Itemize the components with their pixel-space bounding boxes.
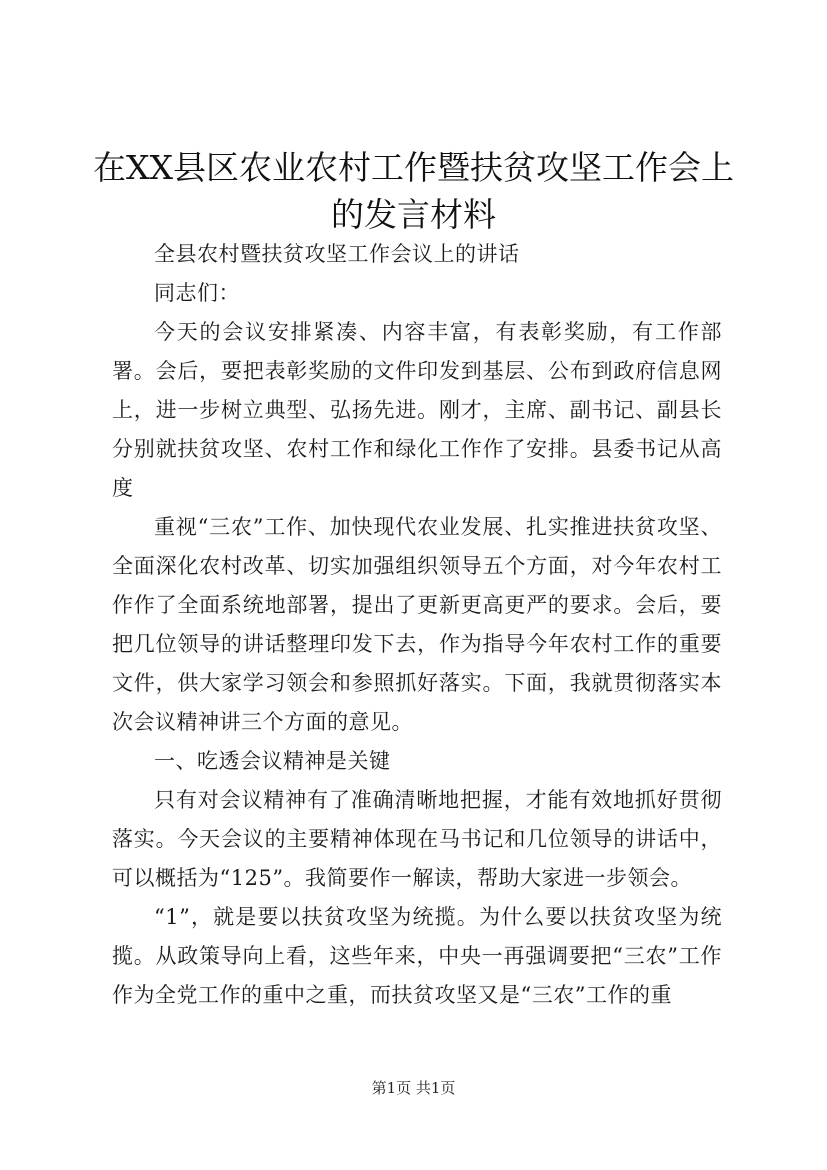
document-body xyxy=(112,235,722,1015)
document-title-line-1: 在XX县区农业农村工作暨扶贫攻坚工作会上 xyxy=(93,148,734,187)
speech-subtitle: 全县农村暨扶贫攻坚工作会议上的讲话 xyxy=(154,242,520,266)
body-paragraph: 只有对会议精神有了准确清晰地把握，才能有效地抓好贯彻落实。今天会议的主要精神体现在马书记和几位领导的讲话中，可以概括为“125”。我简要作一解读，帮助大家进一步领会。 xyxy=(112,788,722,890)
page-footer: 第1页 共1页 xyxy=(371,1079,456,1097)
document-title-line-2: 的发言材料 xyxy=(331,195,496,234)
body-paragraph: “1”，就是要以扶贫攻坚为统揽。为什么要以扶贫攻坚为统揽。从政策导向上看，这些年来，中央一再强调要把“三农”工作作为全党工作的重中之重，而扶贫攻坚又是“三农”工作的重 xyxy=(112,905,722,1007)
body-paragraph: 重视“三农”工作、加快现代农业发展、扎实推进扶贫攻坚、全面深化农村改革、切实加强组织领导五个方面，对今年农村工作作了全面系统地部署，提出了更新更高更严的要求。会后，要把几位领导的讲话整理印发下去，作为指导今年农村工作的重要文件，供大家学习领会和参照抓好落实。下面，我就贯彻落实本次会议精神讲三个方面的意见。 xyxy=(112,515,722,734)
salutation: 同志们： xyxy=(154,281,240,305)
section-heading: 一、吃透会议精神是关键 xyxy=(154,749,391,773)
body-paragraph: 今天的会议安排紧凑、内容丰富，有表彰奖励，有工作部署。会后，要把表彰奖励的文件印发到基层、公布到政府信息网上，进一步树立典型、弘扬先进。刚才，主席、副书记、副县长分别就扶贫攻坚、农村工作和绿化工作作了安排。县委书记从高度 xyxy=(112,320,722,500)
